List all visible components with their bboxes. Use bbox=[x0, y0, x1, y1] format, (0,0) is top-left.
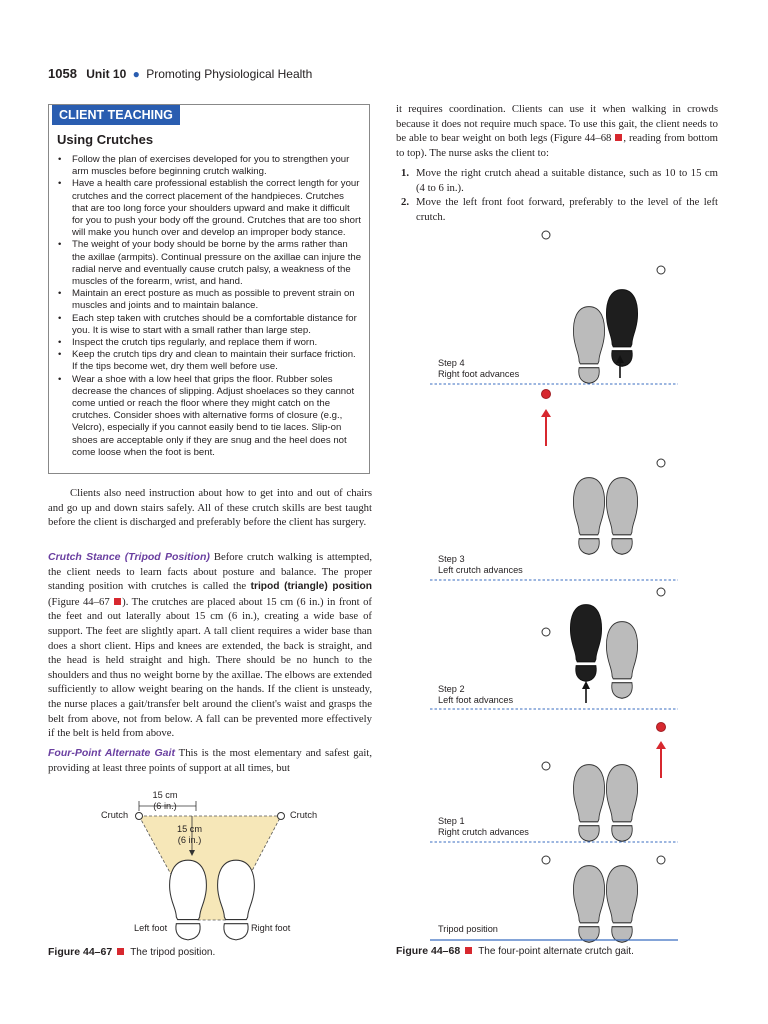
list-item: • Have a health care professional establish the correct length for your crutches and the correct placement of the handpieces. Crutches that are too long force your shoulders upward and make it difficult for you to push your body off the ground. Crutches that are too short will make you hunch over and develop an improper body stance. bbox=[56, 178, 362, 239]
crutch-tip-left bbox=[542, 231, 550, 239]
step-title: Step 4 bbox=[438, 358, 465, 368]
left-foot-active-icon bbox=[570, 605, 601, 682]
list-item: • Follow the plan of exercises developed for you to strengthen your arm muscles before beginning crutch walking. bbox=[56, 154, 362, 178]
body-paragraph-stance bbox=[48, 550, 372, 741]
term-tripod: tripod (triangle) position bbox=[250, 581, 372, 593]
subheading-crutch-stance: Crutch Stance (Tripod Position) bbox=[48, 551, 210, 563]
list-item: • Wear a shoe with a low heel that grips the floor. Rubber soles decrease the chances of slipping. Adjust shoelaces so they cannot come untied or reach the floor where they might catch on the crutches. Consider shoes with alternative forms of closure (e.g., Velcro), especially if you cannot easily bend to tie laces. Slip-on shoes are acceptable only if they are snug and the heel does not come loose when the foot is bent. bbox=[56, 374, 362, 459]
list-item bbox=[396, 195, 718, 224]
step-subtitle: Left foot advances bbox=[438, 695, 514, 705]
dim-text: 15 cm bbox=[177, 824, 203, 834]
crutch-tip-active bbox=[657, 723, 666, 732]
body-paragraph-right bbox=[396, 102, 718, 160]
list-item: • Maintain an erect posture as much as possible to prevent strain on muscles and joints and to maintain balance. bbox=[56, 288, 362, 312]
label-crutch-right: Crutch bbox=[290, 810, 318, 820]
step-label-4 bbox=[438, 358, 519, 380]
step-number: 2. bbox=[401, 196, 410, 209]
text-run: ). The crutches are placed about 15 cm (6 in.) in front of the feet and out laterally about 15 cm (6 in.), creating a wide base of support. The feet are slightly apart. A tall client requires a wider base than does a short client. Hips and knees are extended, the back is straight, and the head is held straight and high. There should be no hunch to the shoulders and thus no weight borne by the axillae. The elbows are extended sufficiently to allow weight bearing on the hands. If the client is unsteady, the nurse places a gait/transfer belt around the client's waist and grasps the belt from above, not from below. A fall can be prevented more effectively if the belt is held from above. bbox=[48, 595, 372, 740]
running-header bbox=[48, 66, 312, 81]
caption-number: Figure 44–68 bbox=[396, 945, 461, 957]
figure-marker-icon bbox=[117, 948, 124, 955]
list-item: • Keep the crutch tips dry and clean to maintain their surface friction. If the tips become wet, dry them well before use. bbox=[56, 349, 362, 373]
dim-text: 15 cm bbox=[152, 790, 178, 800]
step-text: Move the left front foot forward, preferably to the level of the left crutch. bbox=[416, 196, 718, 223]
text-run: (Figure 44–67 bbox=[48, 595, 114, 608]
subheading-four-point-gait: Four-Point Alternate Gait bbox=[48, 747, 175, 759]
crutch-tip-right bbox=[657, 856, 665, 864]
right-foot-icon bbox=[606, 622, 637, 699]
arrow-head-icon bbox=[582, 681, 590, 689]
text-run: , reading from bottom to top). The nurse asks the client to: bbox=[396, 132, 718, 159]
crutch-tip-left bbox=[542, 856, 550, 864]
body-paragraph: Clients also need instruction about how to get into and out of chairs and go up and down stairs safely. All of these crutch skills are best taught before the client is discharged and preferably before the client has surgery. bbox=[48, 487, 372, 529]
right-foot-icon bbox=[606, 765, 637, 842]
text-run: This is the most elementary and safest gait, providing at least three points of support at all times, but bbox=[48, 747, 372, 774]
step-number: 1. bbox=[401, 167, 410, 179]
step-subtitle: Left crutch advances bbox=[438, 565, 523, 575]
dim-text: (6 in.) bbox=[177, 835, 202, 845]
right-foot-icon bbox=[218, 860, 255, 940]
step-title: Step 3 bbox=[438, 554, 465, 564]
dim-label-top bbox=[148, 790, 182, 812]
text-run: it requires coordination. Clients can use it when walking in crowds because it does not require much space. To use this gait, the client needs to be able to bear weight on both legs (Figure 44–68 bbox=[396, 103, 718, 145]
right-foot-active-icon bbox=[606, 290, 637, 367]
client-teaching-label: CLIENT TEACHING bbox=[52, 105, 180, 125]
step-label-1 bbox=[438, 816, 529, 838]
arrow-head-icon bbox=[541, 409, 551, 417]
step-label-tripod: Tripod position bbox=[438, 924, 498, 934]
left-foot-icon bbox=[573, 866, 604, 943]
body-paragraph-gait bbox=[48, 746, 372, 775]
crutch-tip-right bbox=[657, 588, 665, 596]
crutch-tip-right bbox=[278, 813, 285, 820]
figure-marker-icon bbox=[465, 947, 472, 954]
label-crutch-left: Crutch bbox=[101, 810, 129, 820]
client-teaching-list bbox=[56, 154, 362, 459]
step-subtitle: Right crutch advances bbox=[438, 827, 529, 837]
step-label-2 bbox=[438, 684, 513, 706]
figure-marker-icon bbox=[114, 598, 121, 605]
label-right-foot: Right foot bbox=[251, 923, 291, 933]
caption-number: Figure 44–67 bbox=[48, 946, 113, 958]
crutch-tip-left bbox=[136, 813, 143, 820]
step-text: Move the right crutch ahead a suitable distance, such as 10 to 15 cm (4 to 6 in.). bbox=[416, 167, 718, 194]
crutch-tip-right bbox=[657, 459, 665, 467]
list-item: • Each step taken with crutches should be a comfortable distance for you. It is wise to start with a small rather than large step. bbox=[56, 313, 362, 337]
list-item bbox=[396, 166, 718, 195]
right-foot-icon bbox=[606, 478, 637, 555]
list-item: • Inspect the crutch tips regularly, and replace them if worn. bbox=[56, 337, 362, 349]
arrow-head-icon bbox=[656, 741, 666, 749]
crutch-tip-left bbox=[542, 628, 550, 636]
dim-text: (6 in.) bbox=[153, 801, 177, 811]
step-title: Step 1 bbox=[438, 816, 465, 826]
page-number: 1058 bbox=[48, 66, 77, 81]
left-foot-icon bbox=[573, 307, 604, 384]
crutch-tip-active bbox=[542, 390, 551, 399]
right-foot-icon bbox=[606, 866, 637, 943]
step-subtitle: Right foot advances bbox=[438, 369, 520, 379]
header-dot-icon: ● bbox=[132, 67, 140, 81]
label-left-foot: Left foot bbox=[134, 923, 168, 933]
text-run: Before crutch walking is attempted, the client needs to learn facts about posture and balance. The proper standing position with crutches is called the bbox=[48, 551, 372, 593]
left-foot-icon bbox=[573, 765, 604, 842]
step-title: Step 2 bbox=[438, 684, 465, 694]
step-label-3 bbox=[438, 554, 523, 576]
unit-label: Unit 10 bbox=[86, 67, 127, 81]
left-foot-icon bbox=[573, 478, 604, 555]
support-triangle bbox=[139, 816, 281, 920]
instruction-steps bbox=[396, 166, 718, 224]
list-item: • The weight of your body should be borne by the arms rather than the axillae (armpits). Continual pressure on the axillae can injure the radial nerve and eventually cause crutch palsy, a weakness of the muscles of the forearm, wrist, and hand. bbox=[56, 239, 362, 288]
client-teaching-title: Using Crutches bbox=[57, 132, 154, 147]
dim-label-mid bbox=[177, 824, 202, 846]
figure-marker-icon bbox=[615, 134, 622, 141]
caption-text: The tripod position. bbox=[130, 947, 216, 958]
section-title: Promoting Physiological Health bbox=[146, 67, 313, 81]
left-foot-icon bbox=[170, 860, 207, 940]
crutch-tip-left bbox=[542, 762, 550, 770]
figure-caption-68 bbox=[396, 945, 634, 957]
crutch-tip-right bbox=[657, 266, 665, 274]
caption-text: The four-point alternate crutch gait. bbox=[478, 946, 634, 957]
figure-caption-67 bbox=[48, 946, 215, 958]
